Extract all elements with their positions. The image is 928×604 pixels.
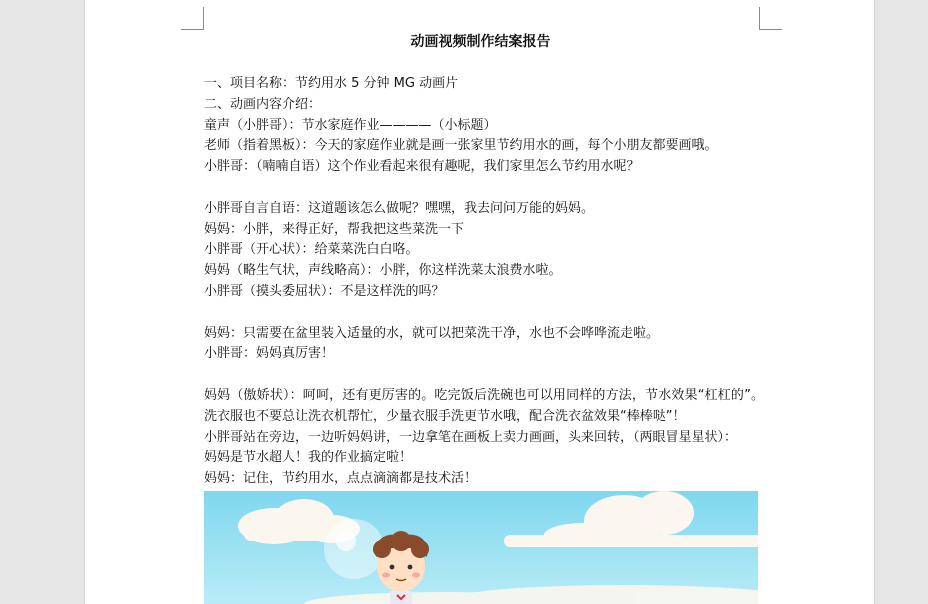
paragraph-line: 小胖哥自言自语：这道题该怎么做呢？嘿嘿，我去问问万能的妈妈。 — [204, 200, 595, 216]
document-body[interactable] — [204, 74, 764, 490]
blank-line — [204, 178, 764, 199]
paragraph-line: 童声（小胖哥）：节水家庭作业————（小标题） — [204, 117, 497, 133]
paragraph-line: 小胖哥：（喃喃自语）这个作业看起来很有趣呢，我们家里怎么节约用水呢？ — [204, 159, 640, 175]
paragraph-line: 妈妈（略生气状，声线略高）：小胖，你这样洗菜太浪费水啦。 — [204, 263, 562, 279]
paragraph-line: 老师（指着黑板）：今天的家庭作业就是画一张家里节约用水的画，每个小朋友都要画哦。 — [204, 138, 718, 154]
paragraph-line: 二、动画内容介绍： — [204, 96, 322, 112]
page-corner-mark-top-left — [181, 7, 204, 30]
paragraph-line: 一、项目名称：节约用水 5 分钟 MG 动画片 — [204, 76, 459, 91]
cloud-icon — [304, 585, 758, 604]
paragraph-line: 小胖哥：妈妈真厉害！ — [204, 346, 335, 362]
paragraph-line: 妈妈：记住，节约用水，点点滴滴都是技术活！ — [204, 471, 478, 487]
paragraph-line: 妈妈：只需要在盆里装入适量的水，就可以把菜洗干净，水也不会哗哗流走啦。 — [204, 325, 660, 341]
blank-line — [204, 365, 764, 386]
cartoon-illustration-image — [204, 491, 758, 604]
document-page[interactable] — [84, 0, 875, 604]
paragraph-line: 小胖哥（开心状）：给菜菜洗白白咯。 — [204, 242, 419, 258]
paragraph-line-wrapped: 妈妈（傲娇状）：呵呵，还有更厉害的。吃完饭后洗碗也可以用同样的方法，节水效果“杠杠的”。洗衣服也不要总让洗衣机帮忙，少量衣服手洗更节水哦，配合洗衣盆效果“棒棒哒”！ — [204, 387, 764, 424]
paragraph-line: 小胖哥（摸头委屈状）：不是这样洗的吗？ — [204, 283, 445, 299]
blank-line — [204, 303, 764, 324]
paragraph-line: 妈妈：小胖，来得正好，帮我把这些菜洗一下 — [204, 221, 465, 237]
cloud-icon — [504, 491, 758, 547]
document-title: 动画视频制作结案报告 — [410, 34, 551, 50]
paragraph-line: 妈妈是节水超人！我的作业搞定啦！ — [204, 450, 413, 466]
cartoon-boy-sky-clouds-icon — [204, 491, 758, 604]
paragraph-line: 小胖哥站在旁边，一边听妈妈讲，一边拿笔在画板上卖力画画，头来回转，（两眼冒星星状）： — [204, 429, 738, 445]
page-corner-mark-top-right — [759, 7, 782, 30]
